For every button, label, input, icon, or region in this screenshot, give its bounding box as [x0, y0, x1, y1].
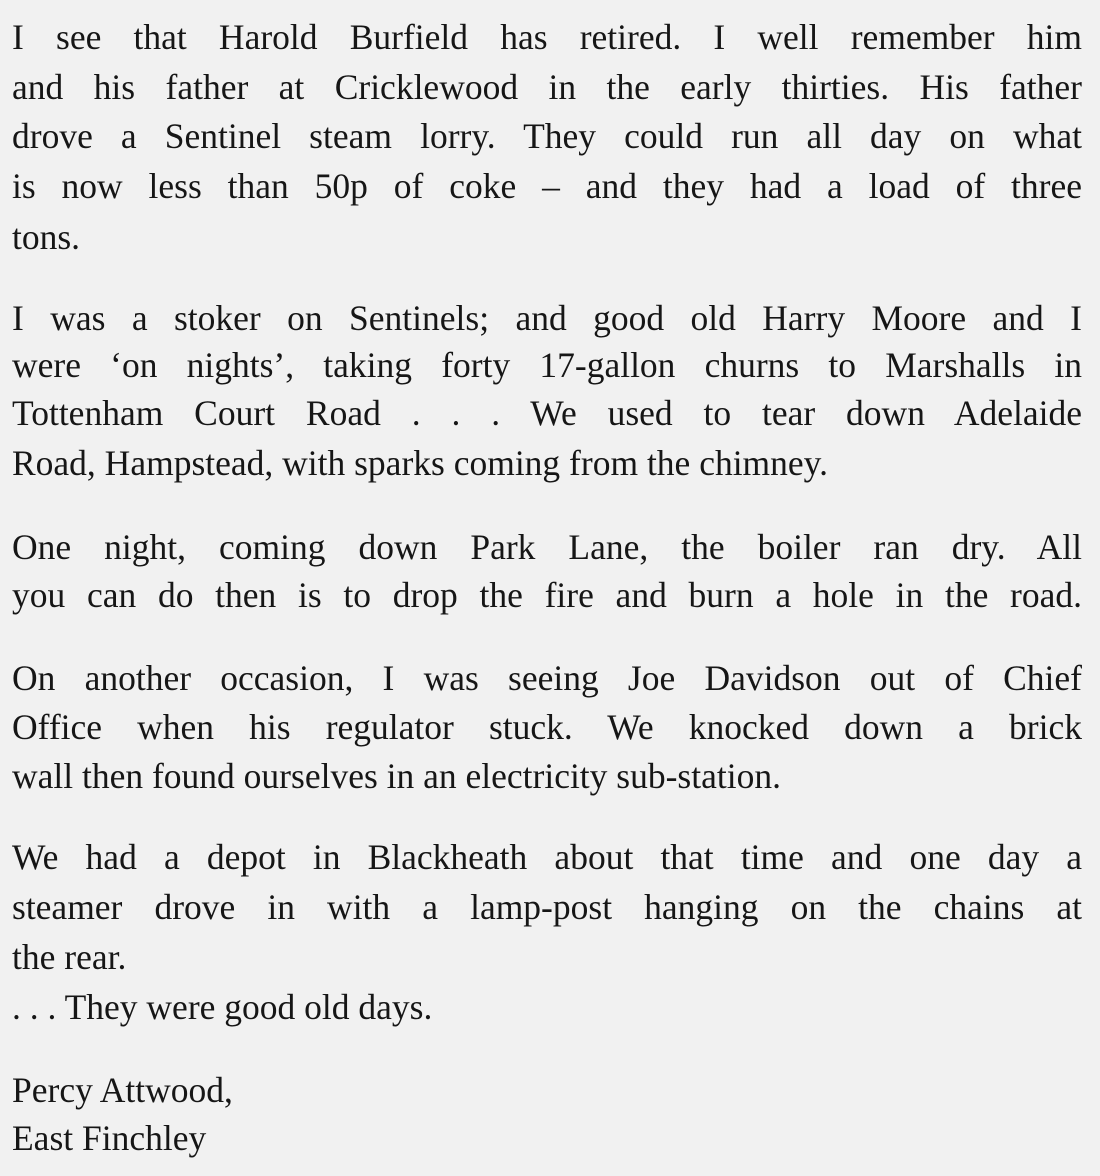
- text-line: Road, Hampstead, with sparks coming from the chimney.: [12, 443, 828, 483]
- text-line: Tottenham Court Road . . . We used to tear down Adelaide: [12, 393, 1082, 433]
- text-line: were ‘on nights’, taking forty 17-gallon churns to Marshalls in: [12, 345, 1082, 385]
- text-line: is now less than 50p of coke – and they had a load of three: [12, 166, 1082, 206]
- signature-name: Percy Attwood,: [12, 1070, 233, 1110]
- text-line: I was a stoker on Sentinels; and good old Harry Moore and I: [12, 298, 1082, 338]
- text-line: drove a Sentinel steam lorry. They could run all day on what: [12, 116, 1082, 156]
- text-line: Office when his regulator stuck. We knocked down a brick: [12, 707, 1082, 747]
- text-line: I see that Harold Burfield has retired. I well remember him: [12, 17, 1082, 57]
- text-line: wall then found ourselves in an electricity sub-station.: [12, 756, 781, 796]
- signature-location: East Finchley: [12, 1118, 207, 1158]
- text-line: tons.: [12, 217, 81, 257]
- text-line: you can do then is to drop the fire and burn a hole in the road.: [12, 575, 1082, 615]
- text-line: and his father at Cricklewood in the early thirties. His father: [12, 67, 1082, 107]
- text-line: On another occasion, I was seeing Joe Davidson out of Chief: [12, 658, 1082, 698]
- text-line: We had a depot in Blackheath about that time and one day a: [12, 837, 1082, 877]
- text-line: steamer drove in with a lamp-post hanging on the chains at: [12, 887, 1082, 927]
- text-line: One night, coming down Park Lane, the boiler ran dry. All: [12, 527, 1082, 567]
- text-line: . . . They were good old days.: [12, 987, 433, 1027]
- text-line: the rear.: [12, 937, 127, 977]
